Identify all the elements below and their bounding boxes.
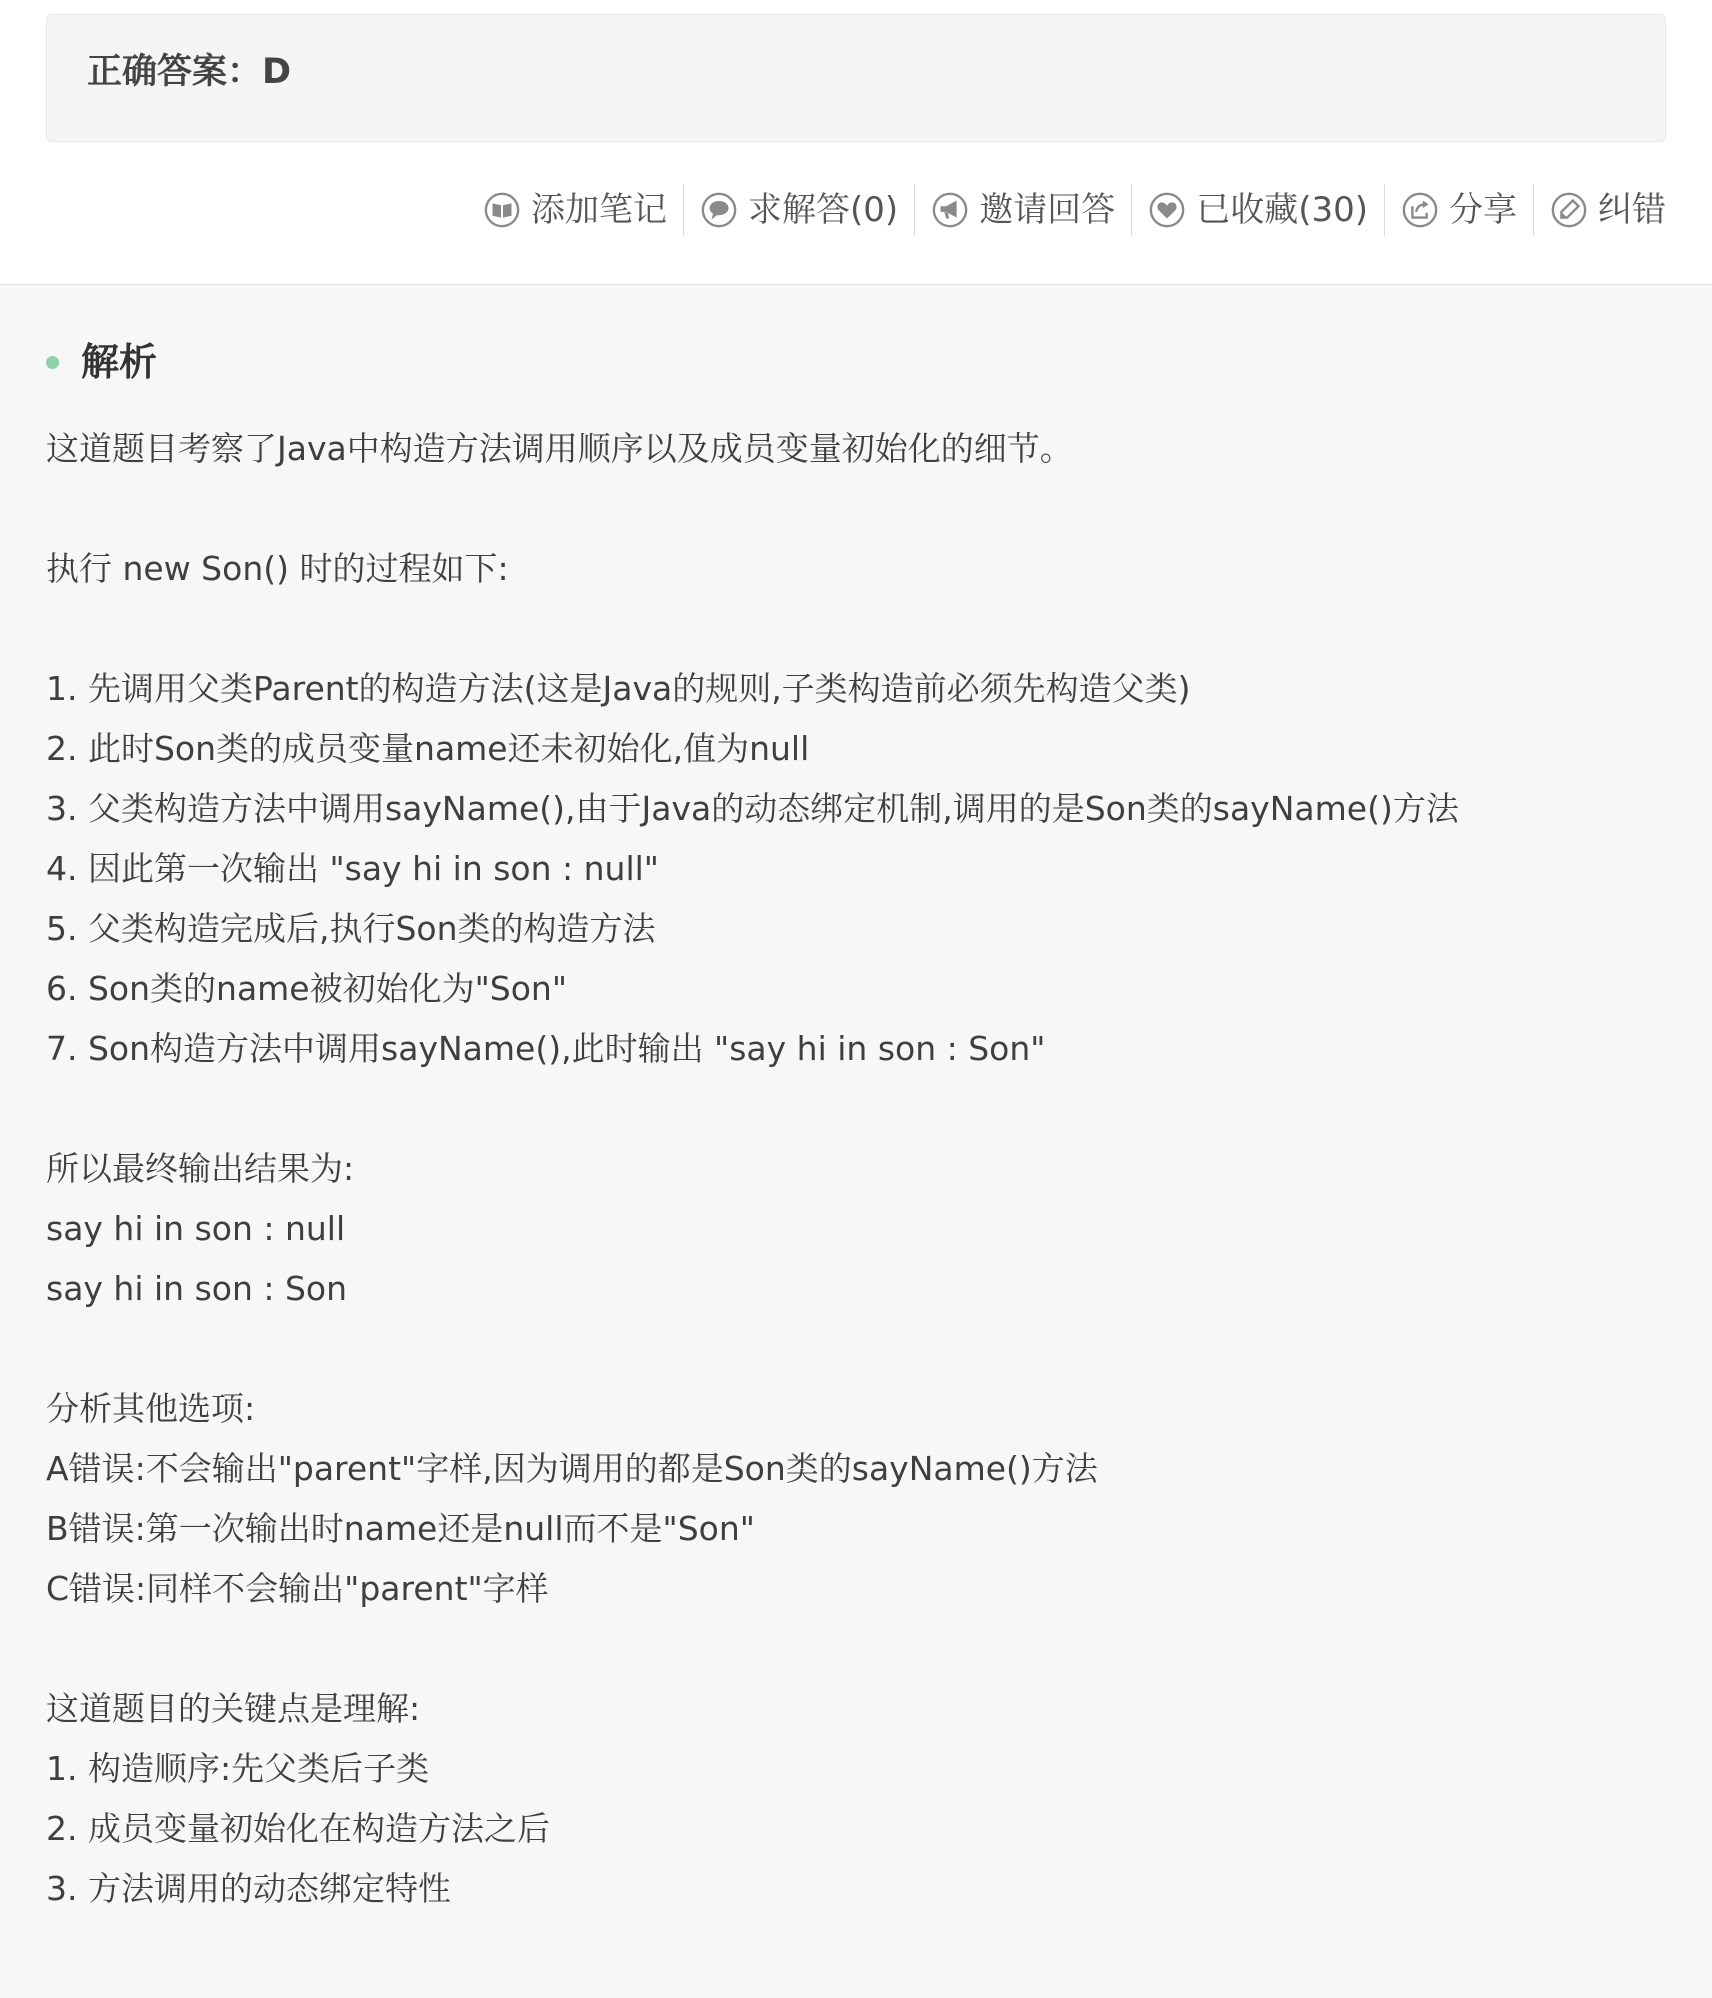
analysis-line: 4. 因此第一次输出 "say hi in son : null" — [46, 849, 659, 888]
action-toolbar — [467, 182, 1666, 238]
share-icon — [1401, 191, 1439, 229]
invite-answer-button[interactable] — [915, 182, 1131, 238]
megaphone-icon — [931, 191, 969, 229]
analysis-line: 所以最终输出结果为: — [46, 1149, 355, 1188]
report-error-label: 纠错 — [1598, 190, 1666, 230]
pencil-icon — [1550, 191, 1588, 229]
blank-line — [46, 599, 1666, 659]
analysis-line: 执行 new Son() 时的过程如下: — [46, 549, 509, 588]
analysis-line: 这道题目考察了Java中构造方法调用顺序以及成员变量初始化的细节。 — [46, 429, 1073, 468]
add-note-label: 添加笔记 — [531, 190, 668, 230]
analysis-line: A错误:不会输出"parent"字样,因为调用的都是Son类的sayName()方法 — [46, 1449, 1098, 1488]
analysis-line: 这道题目的关键点是理解: — [46, 1689, 421, 1728]
correct-answer: 正确答案：D — [87, 52, 292, 92]
analysis-dot-icon — [46, 356, 59, 369]
analysis-line: 分析其他选项: — [46, 1389, 256, 1428]
blank-line — [46, 1079, 1666, 1139]
favorite-button[interactable] — [1132, 182, 1384, 238]
invite-answer-label: 邀请回答 — [979, 190, 1116, 230]
analysis-line: say hi in son : null — [46, 1209, 346, 1248]
analysis-line: 1. 构造顺序:先父类后子类 — [46, 1749, 430, 1788]
blank-line — [46, 1619, 1666, 1679]
analysis-section — [0, 284, 1712, 1998]
analysis-line: say hi in son : Son — [46, 1269, 348, 1308]
share-button[interactable] — [1385, 182, 1533, 238]
share-label: 分享 — [1449, 190, 1517, 230]
analysis-line: C错误:同样不会输出"parent"字样 — [46, 1569, 549, 1608]
analysis-body — [46, 419, 1666, 1919]
heart-icon — [1148, 191, 1186, 229]
answer-box — [46, 14, 1666, 142]
analysis-line: 2. 此时Son类的成员变量name还未初始化,值为null — [46, 729, 810, 768]
analysis-line: 3. 方法调用的动态绑定特性 — [46, 1869, 451, 1908]
blank-line — [46, 1319, 1666, 1379]
report-error-button[interactable] — [1534, 182, 1666, 238]
ask-answer-label: 求解答(0) — [748, 190, 899, 230]
ask-answer-button[interactable] — [684, 182, 914, 238]
notebook-icon — [483, 191, 521, 229]
add-note-button[interactable] — [467, 182, 683, 238]
favorite-label: 已收藏(30) — [1196, 190, 1368, 230]
analysis-line: 3. 父类构造方法中调用sayName(),由于Java的动态绑定机制,调用的是Son类的sayName()方法 — [46, 789, 1459, 828]
analysis-line: B错误:第一次输出时name还是null而不是"Son" — [46, 1509, 755, 1548]
analysis-header — [46, 340, 158, 384]
blank-line — [46, 479, 1666, 539]
analysis-line: 6. Son类的name被初始化为"Son" — [46, 969, 568, 1008]
analysis-line: 2. 成员变量初始化在构造方法之后 — [46, 1809, 550, 1848]
analysis-line: 5. 父类构造完成后,执行Son类的构造方法 — [46, 909, 656, 948]
analysis-line: 7. Son构造方法中调用sayName(),此时输出 "say hi in son : Son" — [46, 1029, 1046, 1068]
analysis-title: 解析 — [81, 340, 158, 384]
analysis-line: 1. 先调用父类Parent的构造方法(这是Java的规则,子类构造前必须先构造父类) — [46, 669, 1191, 708]
chat-bubble-icon — [700, 191, 738, 229]
